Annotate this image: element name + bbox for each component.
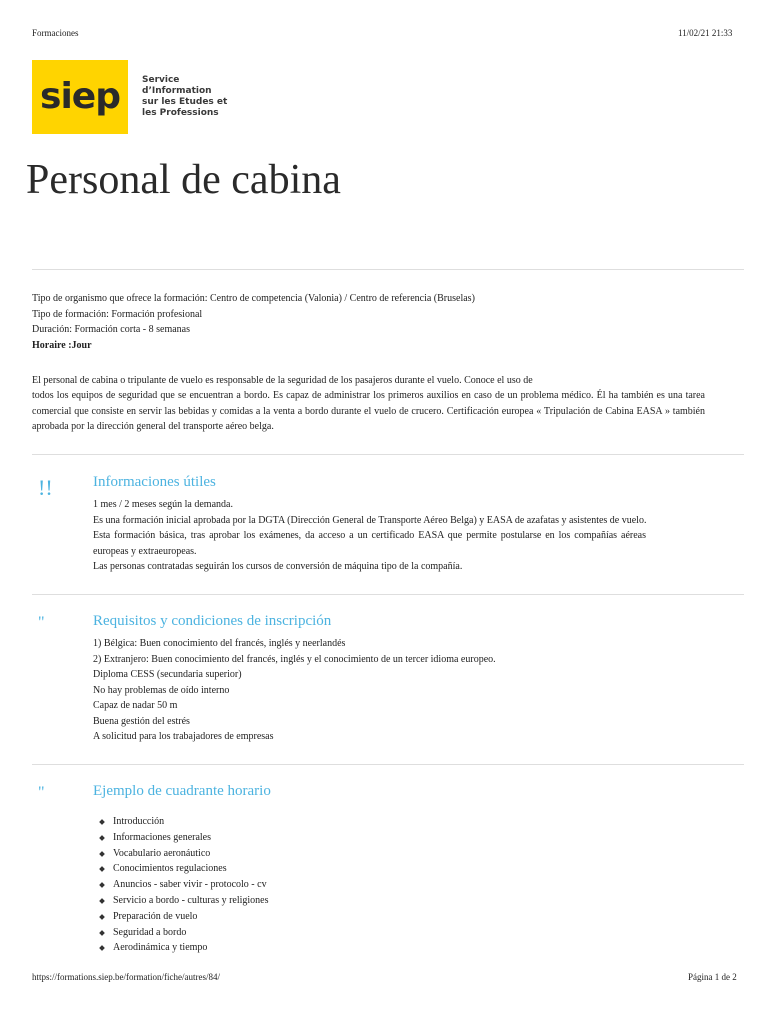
footer-page-number: Página 1 de 2 — [688, 972, 737, 982]
requisito-line: Capaz de nadar 50 m — [93, 700, 178, 711]
section-title-horario: Ejemplo de cuadrante horario — [93, 783, 271, 799]
description-line-2: todos los equipos de seguridad que se encuentran a bordo. Es capaz de administrar los primeros auxilios en caso de un problema médico. Él ha también es una tarea comercial que consiste en servir las bebidas y comidas a la venta a bordo durante el vuelo de crucero. Certificación europea « Tripulación de Cabina EASA » también aprobada por la dirección general del transporte aéreo belga. — [32, 390, 705, 433]
logo-tagline — [142, 75, 227, 119]
siep-logo — [32, 60, 227, 134]
section-title-requisitos: Requisitos y condiciones de inscripción — [93, 613, 332, 629]
divider — [32, 764, 744, 765]
requisito-line: Diploma CESS (secundaria superior) — [93, 669, 242, 680]
section-body-requisitos — [93, 636, 713, 745]
utiles-line: 1 mes / 2 meses según la demanda. — [93, 499, 233, 510]
list-item: Servicio a bordo - culturas y religiones — [98, 893, 269, 909]
list-item: Anuncios - saber vivir - protocolo - cv — [98, 877, 269, 893]
exclamation-icon: !! — [38, 475, 53, 500]
requisito-line: No hay problemas de oído interno — [93, 684, 230, 696]
info-organismo: Tipo de organismo que ofrece la formación: Centro de competencia (Valonia) / Centro de referencia (Bruselas) — [32, 293, 475, 304]
header-section-title: Formaciones — [32, 28, 79, 38]
list-item: Seguridad a bordo — [98, 925, 269, 941]
utiles-line: Las personas contratadas seguirán los cursos de conversión de máquina tipo de la compañía. — [93, 561, 463, 572]
section-title-utiles: Informaciones útiles — [93, 474, 216, 490]
info-horaire: Horaire :Jour — [32, 339, 92, 351]
divider — [32, 454, 744, 455]
utiles-line: Es una formación inicial aprobada por la DGTA (Dirección General de Transporte Aéreo Belga) y EASA de azafatas y asistentes de vuelo. — [93, 514, 647, 526]
list-item: Informaciones generales — [98, 830, 269, 846]
list-item: Conocimientos regulaciones — [98, 861, 269, 877]
logo-line: les Professions — [142, 108, 219, 118]
requisito-line: 1) Bélgica: Buen conocimiento del francés, inglés y neerlandés — [93, 638, 346, 649]
info-duracion: Duración: Formación corta - 8 semanas — [32, 324, 191, 335]
logo-line: Service — [142, 75, 180, 85]
page-title: Personal de cabina — [26, 157, 341, 203]
divider — [32, 594, 744, 595]
utiles-line: Esta formación básica, tras aprobar los exámenes, da acceso a un certificado EASA que permite postularse en los compañías aéreas europeas y extraeuropeas. — [93, 530, 646, 557]
header-timestamp: 11/02/21 21:33 — [678, 28, 733, 38]
list-item: Vocabulario aeronáutico — [98, 846, 269, 862]
quote-icon: " — [38, 614, 45, 631]
info-block — [32, 291, 475, 353]
requisito-line: 2) Extranjero: Buen conocimiento del francés, inglés y el conocimiento de un tercer idioma europeo. — [93, 653, 496, 665]
logo-line: sur les Etudes et — [142, 97, 228, 107]
description-line-1: El personal de cabina o tripulante de vuelo es responsable de la seguridad de los pasajeros durante el vuelo. Conoce el uso de — [32, 375, 533, 386]
requisito-line: Buena gestión del estrés — [93, 715, 190, 727]
list-item: Preparación de vuelo — [98, 909, 269, 925]
logo-word: siep — [40, 76, 120, 117]
logo-box — [32, 60, 128, 134]
requisito-line: A solicitud para los trabajadores de empresas — [93, 731, 274, 742]
quote-icon: " — [38, 784, 45, 801]
logo-line: d’Information — [142, 86, 212, 96]
list-item: Introducción — [98, 814, 269, 830]
info-tipo: Tipo de formación: Formación profesional — [32, 308, 203, 320]
divider — [32, 269, 744, 270]
schedule-list — [98, 814, 269, 956]
description — [32, 373, 705, 435]
section-body-utiles — [93, 497, 713, 575]
list-item: Aerodinámica y tiempo — [98, 940, 269, 956]
footer-url: https://formations.siep.be/formation/fiche/autres/84/ — [32, 972, 220, 982]
